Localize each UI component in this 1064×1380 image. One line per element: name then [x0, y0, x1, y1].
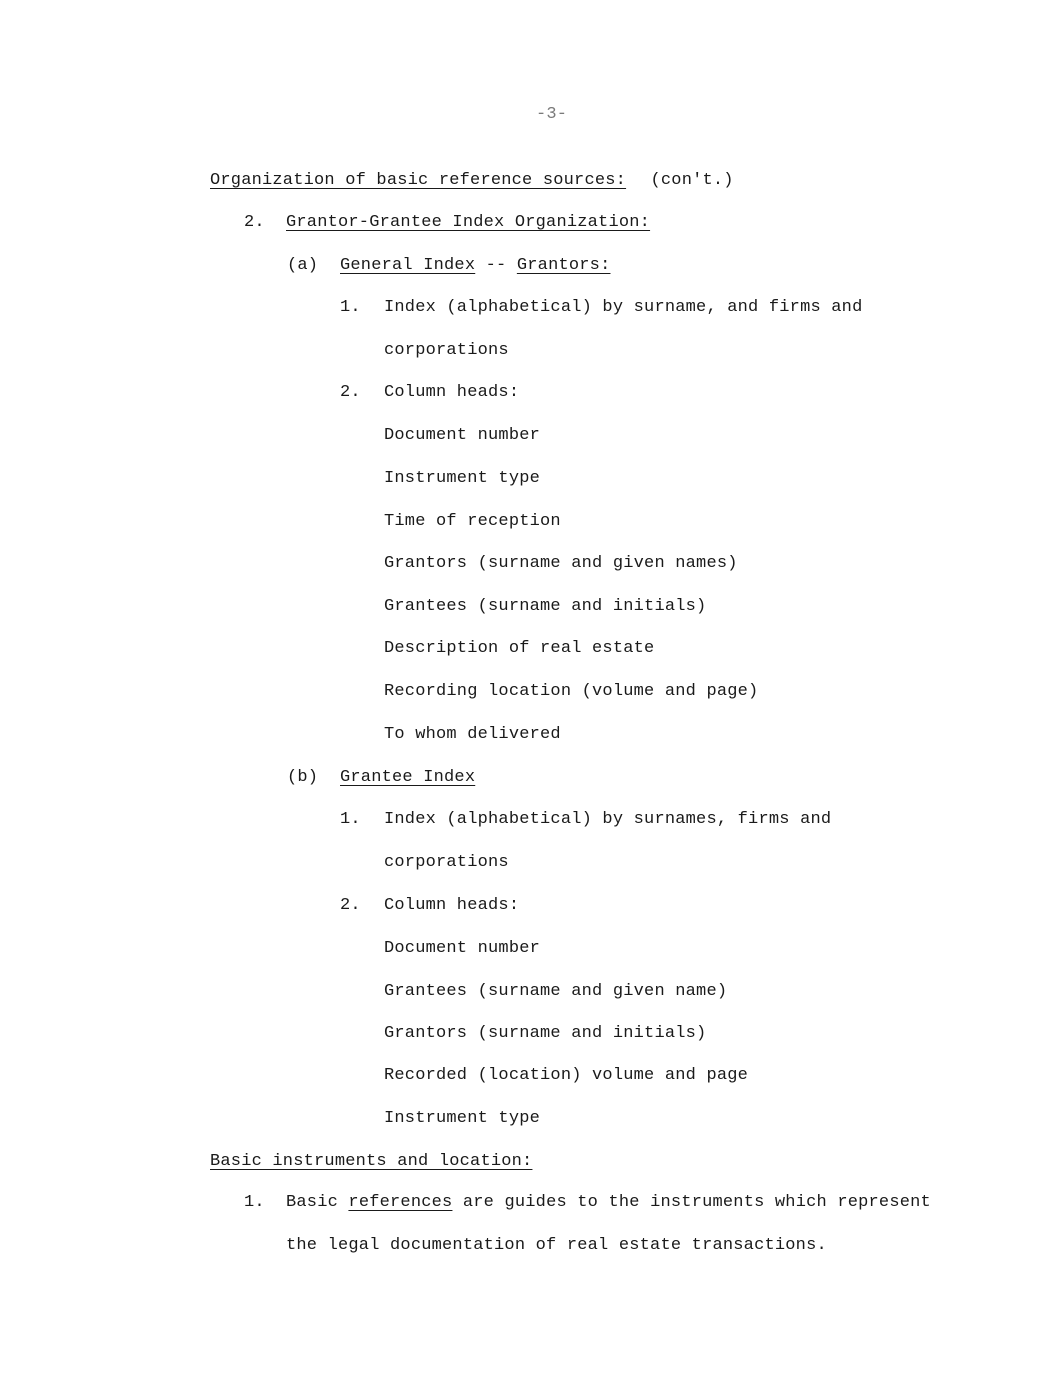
- column-head: Recorded (location) volume and page: [384, 1066, 749, 1085]
- item-number: 1.: [244, 1193, 265, 1212]
- list-item-text: Index (alphabetical) by surnames, firms and: [384, 810, 832, 829]
- list-item-text: Index (alphabetical) by surname, and firms and: [384, 298, 863, 317]
- basic-item-line2: the legal documentation of real estate transactions.: [286, 1236, 827, 1255]
- subsection-title: Grantor-Grantee Index Organization:: [286, 213, 651, 232]
- list-item-text: corporations: [384, 853, 509, 872]
- column-head: Description of real estate: [384, 639, 655, 658]
- basic-item-line: [286, 1192, 931, 1214]
- general-index-title: General Index: [340, 256, 476, 275]
- item-number: 1.: [340, 810, 361, 829]
- column-head: To whom delivered: [384, 725, 561, 744]
- item-number: 2.: [340, 383, 361, 402]
- column-head: Document number: [384, 426, 541, 445]
- column-head: Grantees (surname and given name): [384, 982, 728, 1001]
- section-header-title: Organization of basic reference sources:: [210, 171, 627, 190]
- item-number: 2.: [340, 896, 361, 915]
- subsection-label-a: (a): [287, 256, 319, 275]
- grantors-title: Grantors:: [516, 256, 611, 275]
- column-heads-title: Column heads:: [384, 383, 520, 402]
- column-head: Document number: [384, 939, 541, 958]
- column-head: Grantors (surname and initials): [384, 1024, 707, 1043]
- heading-separator: --: [485, 256, 507, 275]
- column-head: Grantors (surname and given names): [384, 554, 738, 573]
- basic-item-pre: Basic: [286, 1193, 339, 1212]
- column-head: Grantees (surname and initials): [384, 597, 707, 616]
- column-head: Instrument type: [384, 1109, 541, 1128]
- item-number: 1.: [340, 298, 361, 317]
- page-number: -3-: [536, 105, 568, 124]
- column-head: Time of reception: [384, 512, 561, 531]
- grantee-index-title: Grantee Index: [340, 768, 476, 787]
- general-index-heading: [340, 255, 610, 277]
- references-term: references: [348, 1193, 453, 1212]
- column-heads-title: Column heads:: [384, 896, 520, 915]
- section-header: [210, 170, 734, 192]
- item-number: 2.: [244, 213, 265, 232]
- column-head: Instrument type: [384, 469, 541, 488]
- section-header-suffix: (con't.): [650, 171, 734, 190]
- basic-instruments-heading: Basic instruments and location:: [210, 1152, 533, 1171]
- list-item-text: corporations: [384, 341, 509, 360]
- column-head: Recording location (volume and page): [384, 682, 759, 701]
- basic-item-post: are guides to the instruments which represent: [462, 1193, 931, 1212]
- subsection-label-b: (b): [287, 768, 319, 787]
